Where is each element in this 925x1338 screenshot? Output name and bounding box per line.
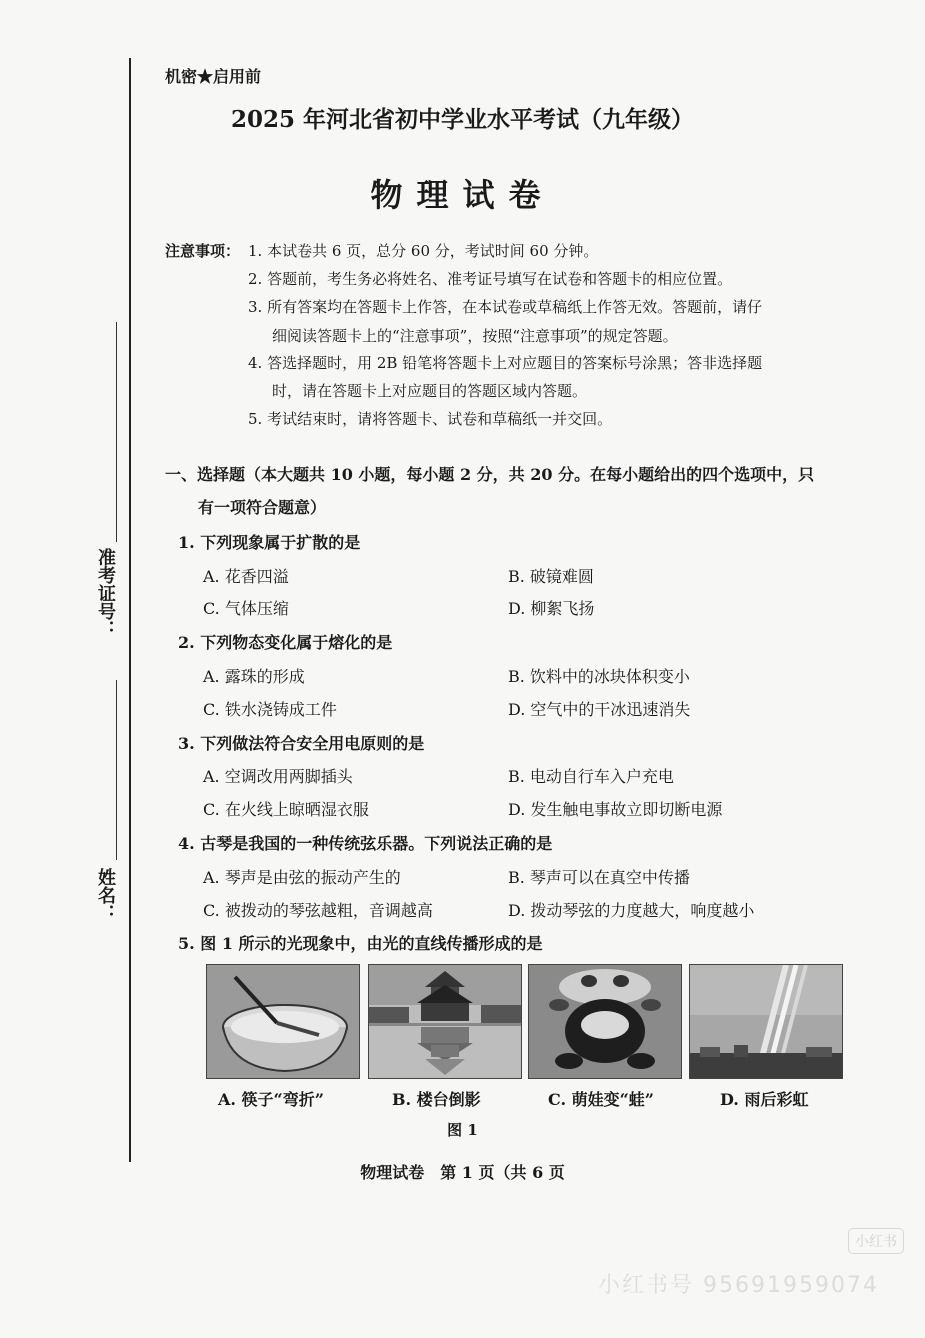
section-heading-cont: 有一项符合题意） <box>198 498 327 517</box>
question-stem: 5. 图 1 所示的光现象中，由光的直线传播形成的是 <box>178 934 543 953</box>
option: A. 空调改用两脚插头 <box>203 767 353 786</box>
question-stem: 2. 下列物态变化属于熔化的是 <box>178 633 393 652</box>
chopsticks-in-bowl-photo <box>206 964 360 1079</box>
option: C. 铁水浇铸成工件 <box>203 700 337 719</box>
notice-item: 细阅读答题卡上的“注意事项”，按照“注意事项”的规定答题。 <box>272 327 678 345</box>
figure-caption: B. 楼台倒影 <box>392 1090 481 1109</box>
notice-item: 4. 答选择题时，用 2B 铅笔将答题卡上对应题目的答案标号涂黑；答非选择题 <box>248 354 763 372</box>
figure-label: 图 1 <box>447 1121 478 1139</box>
exam-id-label: 准考证号： <box>95 548 116 638</box>
watermark-logo: 小红书 <box>848 1228 904 1254</box>
exam-id-blank <box>116 322 117 542</box>
option: C. 被拨动的琴弦越粗，音调越高 <box>203 901 433 920</box>
option: D. 柳絮飞扬 <box>508 599 595 618</box>
option: B. 琴声可以在真空中传播 <box>508 868 690 887</box>
option: A. 琴声是由弦的振动产生的 <box>203 868 401 887</box>
option: C. 在火线上晾晒湿衣服 <box>203 800 369 819</box>
notice-item: 2. 答题前，考生务必将姓名、准考证号填写在试卷和答题卡的相应位置。 <box>248 270 733 288</box>
question-stem: 3. 下列做法符合安全用电原则的是 <box>178 734 425 753</box>
figure-caption: D. 雨后彩虹 <box>720 1090 809 1109</box>
name-blank <box>116 680 117 860</box>
name-label: 姓名： <box>95 868 116 922</box>
section-heading: 一、选择题（本大题共 10 小题，每小题 2 分，共 20 分。在每小题给出的四个选项中，只 <box>165 465 815 484</box>
exam-title: 2025 年河北省初中学业水平考试（九年级） <box>230 106 695 133</box>
question-stem: 4. 古琴是我国的一种传统弦乐器。下列说法正确的是 <box>178 834 553 853</box>
option: A. 花香四溢 <box>203 567 289 586</box>
option: B. 电动自行车入户充电 <box>508 767 674 786</box>
figure-caption: C. 萌娃变“蛙” <box>548 1090 655 1109</box>
option: B. 饮料中的冰块体积变小 <box>508 667 690 686</box>
notice-item: 5. 考试结束时，请将答题卡、试卷和草稿纸一并交回。 <box>248 410 613 428</box>
option: C. 气体压缩 <box>203 599 289 618</box>
notice-item: 1. 本试卷共 6 页，总分 60 分，考试时间 60 分钟。 <box>248 242 599 260</box>
option: D. 空气中的干冰迅速消失 <box>508 700 691 719</box>
pavilion-reflection-photo <box>368 964 522 1079</box>
page-footer: 物理试卷 第 1 页（共 6 页 <box>360 1163 565 1182</box>
notice-item: 时，请在答题卡上对应题目的答题区域内答题。 <box>272 382 588 400</box>
rainbow-photo <box>689 964 843 1079</box>
binding-line <box>129 58 131 1162</box>
subject-title: 物理试卷 <box>370 176 555 214</box>
frog-shadow-photo <box>528 964 682 1079</box>
watermark-id: 小红书号 95691959074 <box>598 1273 879 1298</box>
option: A. 露珠的形成 <box>203 667 305 686</box>
option: B. 破镜难圆 <box>508 567 594 586</box>
notice-item: 3. 所有答案均在答题卡上作答，在本试卷或草稿纸上作答无效。答题前，请仔 <box>248 298 763 316</box>
confidential-mark: 机密★启用前 <box>165 67 262 86</box>
option: D. 发生触电事故立即切断电源 <box>508 800 723 819</box>
question-stem: 1. 下列现象属于扩散的是 <box>178 533 361 552</box>
figure-caption: A. 筷子“弯折” <box>218 1090 324 1109</box>
notice-label: 注意事项： <box>165 242 241 260</box>
option: D. 拨动琴弦的力度越大，响度越小 <box>508 901 755 920</box>
